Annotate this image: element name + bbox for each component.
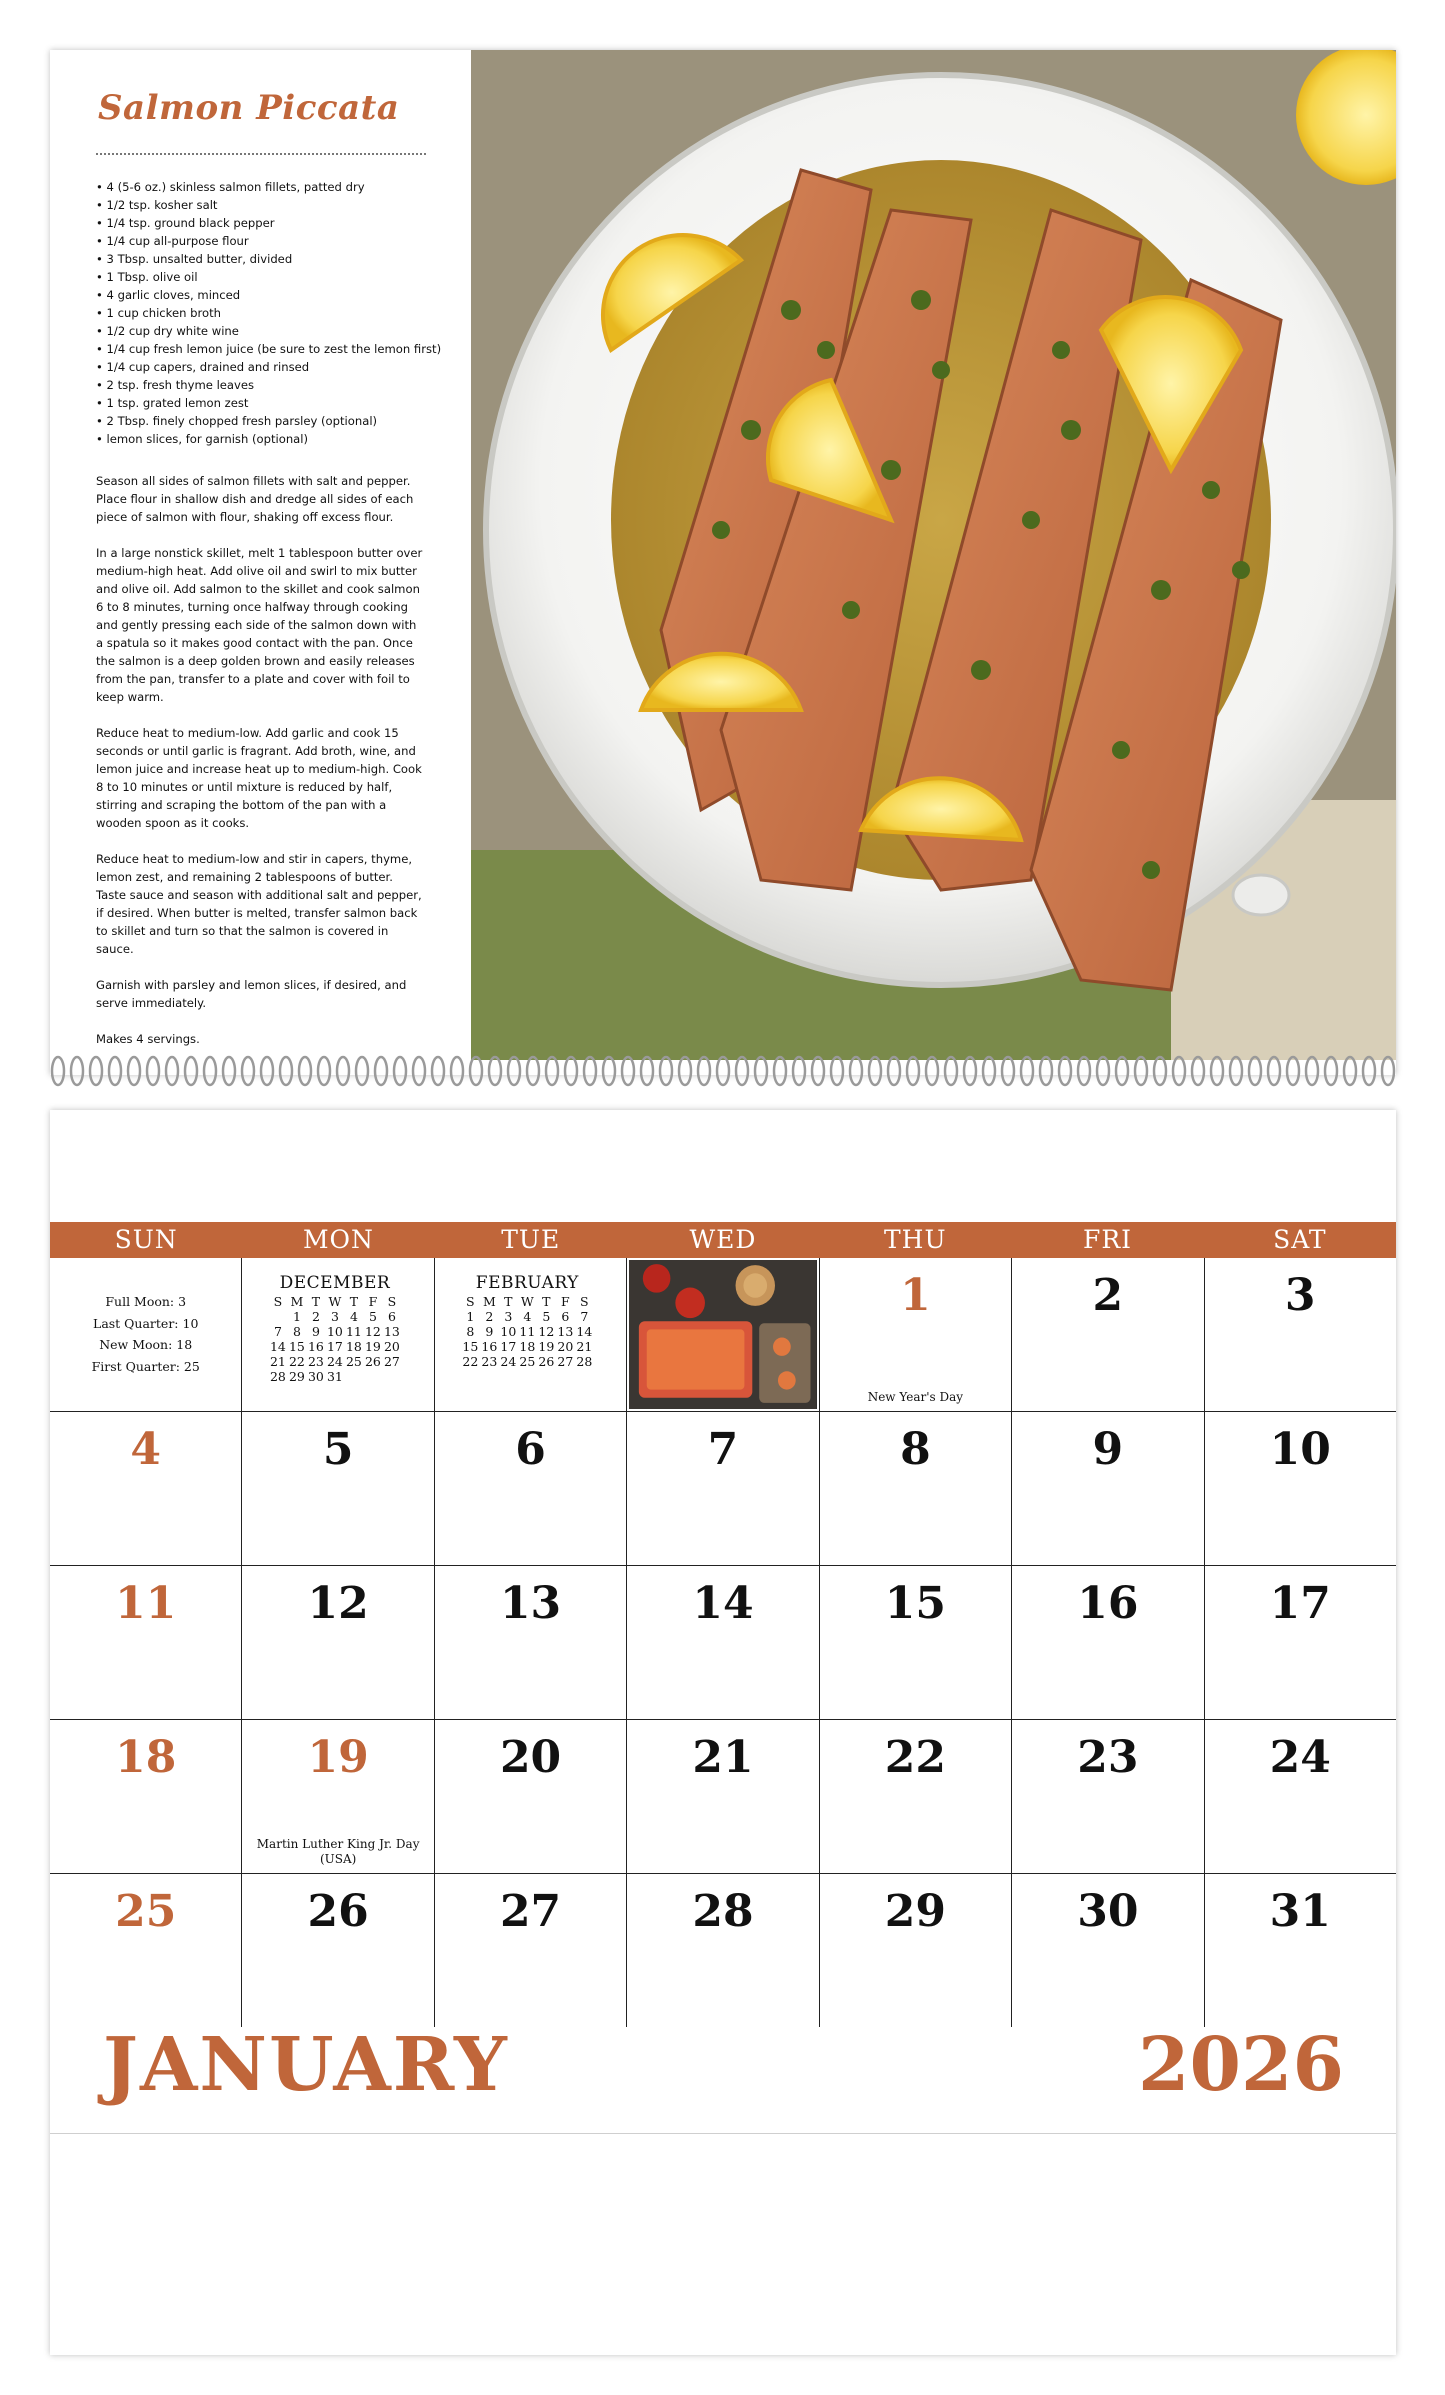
calendar-day-cell bbox=[820, 1720, 1012, 1873]
coil-loop bbox=[1097, 1057, 1109, 1085]
day-number: 23 bbox=[1077, 1732, 1139, 1783]
ingredient-item: • lemon slices, for garnish (optional) bbox=[96, 430, 456, 448]
calendar-day-cell bbox=[1012, 1566, 1204, 1719]
direction-paragraph: In a large nonstick skillet, melt 1 tablespoon butter over medium-high heat. Add olive oil and swirl to mix butter and olive oil. Add salmon to the skillet and cook salmon 6 to 8 minutes, turning once halfway through cooking and gently pressing each side of the salmon down with a spatula so it makes good contact with the pan. Once the salmon is a deep golden brown and easily releases from the pan, transfer to a plate and cover with foil to keep warm. bbox=[96, 546, 423, 704]
mini-day: 24 bbox=[326, 1354, 343, 1369]
coil-loop bbox=[394, 1057, 406, 1085]
coil-loop bbox=[451, 1057, 463, 1085]
day-number: 4 bbox=[130, 1424, 162, 1475]
coil-loop bbox=[299, 1057, 311, 1085]
coil-loop bbox=[185, 1057, 197, 1085]
direction-paragraph: Garnish with parsley and lemon slices, if desired, and serve immediately. bbox=[96, 978, 407, 1010]
mini-weekday: S bbox=[466, 1294, 475, 1309]
ingredient-item: • 1 tsp. grated lemon zest bbox=[96, 394, 456, 412]
day-number: 14 bbox=[692, 1578, 754, 1629]
coil-loop bbox=[717, 1057, 729, 1085]
day-number: 31 bbox=[1269, 1886, 1331, 1937]
mini-day: 22 bbox=[288, 1354, 305, 1369]
coil-loop bbox=[736, 1057, 748, 1085]
coil-loop bbox=[622, 1057, 634, 1085]
coil-loop bbox=[261, 1057, 273, 1085]
calendar-day-cell bbox=[1205, 1258, 1396, 1411]
coil-loop bbox=[774, 1057, 786, 1085]
mini-day: 8 bbox=[466, 1324, 475, 1339]
calendar-day-cell bbox=[242, 1874, 434, 2027]
day-number: 27 bbox=[499, 1886, 562, 1937]
mini-day: 9 bbox=[485, 1324, 494, 1339]
calendar-day-cell bbox=[435, 1566, 627, 1719]
day-number: 11 bbox=[115, 1578, 177, 1629]
coil-loop bbox=[147, 1057, 159, 1085]
calendar-day-cell bbox=[242, 1566, 434, 1719]
coil-loop bbox=[907, 1057, 919, 1085]
mini-day: 14 bbox=[576, 1324, 593, 1339]
day-number: 9 bbox=[1092, 1424, 1124, 1475]
mini-day: 2 bbox=[311, 1309, 320, 1324]
coil-loop bbox=[641, 1057, 653, 1085]
day-of-week-label: THU bbox=[883, 1225, 947, 1254]
moon-phase-line: Last Quarter: 10 bbox=[93, 1315, 199, 1331]
mini-weekday: S bbox=[273, 1294, 283, 1309]
calendar-day-cell bbox=[1012, 1412, 1204, 1565]
coil-loop bbox=[223, 1057, 235, 1085]
mini-day: 11 bbox=[519, 1324, 536, 1339]
mini-weekday: W bbox=[328, 1294, 342, 1309]
mini-day: 6 bbox=[387, 1309, 396, 1324]
mini-weekday: S bbox=[387, 1294, 397, 1309]
recipe-directions bbox=[96, 472, 426, 1066]
calendar-week-row bbox=[50, 1874, 1396, 2027]
mini-day: 1 bbox=[466, 1309, 475, 1324]
mini-day: 18 bbox=[519, 1339, 536, 1354]
coil-loop bbox=[1211, 1057, 1223, 1085]
mini-day: 15 bbox=[288, 1339, 305, 1354]
mini-day: 4 bbox=[349, 1309, 358, 1324]
mini-day bbox=[382, 1369, 401, 1384]
calendar-day-cell bbox=[627, 1874, 819, 2027]
coil-loop bbox=[52, 1057, 64, 1085]
coil-loop bbox=[1078, 1057, 1090, 1085]
mini-day: 27 bbox=[383, 1354, 400, 1369]
calendar-day-cell bbox=[1205, 1720, 1396, 1873]
calendar-day-cell bbox=[1205, 1874, 1396, 2027]
food-thumbnail-image bbox=[629, 1260, 816, 1409]
calendar-day-cell bbox=[1205, 1412, 1396, 1565]
mini-day: 12 bbox=[364, 1324, 381, 1339]
calendar-day-cell bbox=[627, 1566, 819, 1719]
mini-day: 8 bbox=[292, 1324, 301, 1339]
mini-day: 12 bbox=[538, 1324, 555, 1339]
mini-day: 6 bbox=[561, 1309, 570, 1324]
coil-loop bbox=[926, 1057, 938, 1085]
ingredient-item: • 4 (5-6 oz.) skinless salmon fillets, patted dry bbox=[96, 178, 456, 196]
mini-day: 16 bbox=[307, 1339, 324, 1354]
coil-loop bbox=[1325, 1057, 1337, 1085]
day-number: 28 bbox=[692, 1886, 754, 1937]
moon-phases bbox=[50, 1291, 241, 1377]
coil-loop bbox=[1040, 1057, 1052, 1085]
coil-loop bbox=[1173, 1057, 1185, 1085]
day-of-week-label: SAT bbox=[1273, 1225, 1327, 1254]
calendar-day-cell bbox=[50, 1720, 242, 1873]
day-number: 22 bbox=[884, 1732, 947, 1783]
mini-day bbox=[268, 1309, 287, 1324]
coil-loop bbox=[318, 1057, 330, 1085]
mini-day: 25 bbox=[519, 1354, 536, 1369]
mini-day: 5 bbox=[368, 1309, 377, 1324]
spiral-binding bbox=[50, 1055, 1396, 1091]
mini-day: 17 bbox=[500, 1339, 517, 1354]
direction-paragraph: Season all sides of salmon fillets with salt and pepper. Place flour in shallow dish and dredge all sides of each piece of salmon with flour, shaking off excess flour. bbox=[96, 474, 414, 524]
holiday-note: New Year's Day bbox=[867, 1390, 964, 1404]
calendar-day-cell bbox=[50, 1412, 242, 1565]
day-number: 2 bbox=[1092, 1270, 1124, 1321]
calendar-week-row bbox=[50, 1258, 1396, 1412]
coil-loop bbox=[1287, 1057, 1299, 1085]
coil-loop bbox=[1363, 1057, 1375, 1085]
holiday-note: Martin Luther King Jr. Day (USA) bbox=[256, 1837, 420, 1866]
previous-month-cell bbox=[242, 1258, 434, 1411]
mini-day: 28 bbox=[576, 1354, 593, 1369]
calendar-day-cell bbox=[242, 1720, 434, 1873]
ingredient-item: • 2 tsp. fresh thyme leaves bbox=[96, 376, 456, 394]
coil-loop bbox=[603, 1057, 615, 1085]
day-number: 21 bbox=[692, 1732, 754, 1783]
mini-day: 19 bbox=[364, 1339, 381, 1354]
mini-day: 5 bbox=[542, 1309, 551, 1324]
coil-loop bbox=[1154, 1057, 1166, 1085]
coil-loop bbox=[565, 1057, 577, 1085]
mini-day: 19 bbox=[538, 1339, 555, 1354]
ingredient-item: • 1/4 cup capers, drained and rinsed bbox=[96, 358, 456, 376]
mini-day: 13 bbox=[557, 1324, 574, 1339]
coil-loop bbox=[280, 1057, 292, 1085]
mini-day: 3 bbox=[504, 1309, 513, 1324]
coil-loop bbox=[660, 1057, 672, 1085]
day-of-week-label: WED bbox=[689, 1225, 757, 1254]
mini-day: 7 bbox=[580, 1309, 589, 1324]
direction-paragraph: Makes 4 servings. bbox=[96, 1032, 200, 1046]
coil-loop bbox=[679, 1057, 691, 1085]
mini-calendar-next bbox=[461, 1273, 594, 1369]
calendar-day-cell bbox=[1012, 1874, 1204, 2027]
direction-paragraph: Reduce heat to medium-low and stir in capers, thyme, lemon zest, and remaining 2 tablespoons of butter. Taste sauce and season with additional salt and pepper, if desired. When butter is melted, transfer salmon back to skillet and turn so that the salmon is covered in sauce. bbox=[96, 852, 422, 956]
calendar-day-cell bbox=[820, 1566, 1012, 1719]
day-number: 12 bbox=[307, 1578, 369, 1629]
day-number: 15 bbox=[884, 1578, 947, 1629]
direction-paragraph: Reduce heat to medium-low. Add garlic and cook 15 seconds or until garlic is fragrant. Add broth, wine, and lemon juice and increase heat up to medium-high. Cook 8 to 10 minutes or until mixture is reduced by half, stirring and scraping the bottom of the pan with a wooden spoon as it cooks. bbox=[96, 726, 422, 830]
year-number: 2026 bbox=[1138, 2022, 1344, 2108]
day-number: 6 bbox=[515, 1424, 546, 1475]
mini-weekday: W bbox=[520, 1294, 534, 1309]
mini-day: 14 bbox=[269, 1339, 286, 1354]
calendar-day-cell bbox=[627, 1412, 819, 1565]
day-number: 8 bbox=[900, 1424, 931, 1475]
calendar-day-cell bbox=[820, 1412, 1012, 1565]
recipe-divider bbox=[96, 153, 426, 155]
mini-day bbox=[344, 1369, 363, 1384]
coil-loop bbox=[90, 1057, 102, 1085]
coil-loop bbox=[1344, 1057, 1356, 1085]
calendar-week-row bbox=[50, 1412, 1396, 1566]
day-number: 24 bbox=[1269, 1732, 1331, 1783]
ingredient-item: • 2 Tbsp. finely chopped fresh parsley (optional) bbox=[96, 412, 456, 430]
mini-weekday: T bbox=[311, 1294, 321, 1309]
calendar-day-cell bbox=[820, 1874, 1012, 2027]
mini-day: 10 bbox=[326, 1324, 343, 1339]
ingredient-item: • 1 Tbsp. olive oil bbox=[96, 268, 456, 286]
ingredient-item: • 1/4 cup fresh lemon juice (be sure to zest the lemon first) bbox=[96, 340, 456, 358]
mini-calendar-previous bbox=[268, 1273, 401, 1384]
coil-loop bbox=[850, 1057, 862, 1085]
mini-day: 26 bbox=[538, 1354, 555, 1369]
day-of-week-label: TUE bbox=[501, 1225, 561, 1254]
mini-day: 28 bbox=[269, 1369, 286, 1384]
day-number: 16 bbox=[1077, 1578, 1139, 1629]
ingredient-item: • 1/4 tsp. ground black pepper bbox=[96, 214, 456, 232]
coil-loop bbox=[1306, 1057, 1318, 1085]
coil-loop bbox=[508, 1057, 520, 1085]
day-number: 30 bbox=[1077, 1886, 1139, 1937]
coil-loop bbox=[755, 1057, 767, 1085]
day-number: 1 bbox=[900, 1270, 931, 1321]
mini-day: 4 bbox=[523, 1309, 532, 1324]
day-number: 25 bbox=[115, 1886, 177, 1937]
coil-loop bbox=[1116, 1057, 1128, 1085]
coil-loop bbox=[1192, 1057, 1204, 1085]
coil-loop bbox=[584, 1057, 596, 1085]
mini-weekday: T bbox=[349, 1294, 359, 1309]
coil-loop bbox=[432, 1057, 444, 1085]
day-number: 7 bbox=[707, 1424, 739, 1475]
mini-day: 2 bbox=[485, 1309, 494, 1324]
mini-day: 23 bbox=[481, 1354, 498, 1369]
ingredient-item: • 1/2 tsp. kosher salt bbox=[96, 196, 456, 214]
mini-day: 29 bbox=[288, 1369, 305, 1384]
mini-day bbox=[363, 1369, 382, 1384]
mini-day: 13 bbox=[383, 1324, 400, 1339]
mini-day: 1 bbox=[292, 1309, 301, 1324]
fold-line bbox=[50, 2133, 1396, 2134]
mini-weekday: T bbox=[504, 1294, 513, 1309]
calendar-day-cell bbox=[820, 1258, 1012, 1411]
coil-loop bbox=[470, 1057, 482, 1085]
ingredient-item: • 1 cup chicken broth bbox=[96, 304, 456, 322]
coil-loop bbox=[337, 1057, 349, 1085]
mini-day: 7 bbox=[273, 1324, 282, 1339]
mini-day: 16 bbox=[481, 1339, 498, 1354]
day-number: 5 bbox=[322, 1424, 354, 1475]
coil-loop bbox=[831, 1057, 843, 1085]
day-number: 10 bbox=[1269, 1424, 1331, 1475]
mini-day: 22 bbox=[462, 1354, 479, 1369]
mini-day: 18 bbox=[345, 1339, 362, 1354]
moon-phases-cell bbox=[50, 1258, 242, 1411]
calendar-day-cell bbox=[1205, 1566, 1396, 1719]
coil-loop bbox=[1249, 1057, 1261, 1085]
calendar-day-cell bbox=[1012, 1258, 1204, 1411]
mini-day: 31 bbox=[326, 1369, 343, 1384]
recipe-title: Salmon Piccata bbox=[98, 88, 400, 128]
mini-calendar-title: DECEMBER bbox=[279, 1273, 391, 1293]
mini-day: 15 bbox=[462, 1339, 479, 1354]
mini-day: 10 bbox=[500, 1324, 517, 1339]
calendar-day-cell bbox=[50, 1874, 242, 2027]
coil-loop bbox=[1021, 1057, 1033, 1085]
day-number: 3 bbox=[1284, 1270, 1316, 1321]
coil-loop bbox=[1135, 1057, 1147, 1085]
moon-phase-line: First Quarter: 25 bbox=[91, 1358, 200, 1374]
day-number: 29 bbox=[884, 1886, 947, 1937]
coil-loop bbox=[375, 1057, 387, 1085]
coil-loop bbox=[1059, 1057, 1071, 1085]
coil-loop bbox=[1002, 1057, 1014, 1085]
day-of-week-label: MON bbox=[302, 1225, 374, 1254]
moon-phase-line: New Moon: 18 bbox=[99, 1337, 193, 1352]
coil-loop bbox=[964, 1057, 976, 1085]
coil-loop bbox=[983, 1057, 995, 1085]
calendar-week-row bbox=[50, 1720, 1396, 1874]
calendar-day-cell bbox=[435, 1412, 627, 1565]
coil-loop bbox=[166, 1057, 178, 1085]
day-of-week-label: FRI bbox=[1083, 1225, 1133, 1254]
ingredient-item: • 3 Tbsp. unsalted butter, divided bbox=[96, 250, 456, 268]
coil-loop bbox=[869, 1057, 881, 1085]
mini-day: 23 bbox=[307, 1354, 324, 1369]
day-number: 19 bbox=[307, 1732, 369, 1783]
food-thumbnail-cell bbox=[627, 1258, 819, 1411]
day-number: 26 bbox=[307, 1886, 369, 1937]
day-of-week-header bbox=[50, 1222, 1396, 1258]
next-month-cell bbox=[435, 1258, 627, 1411]
ingredient-item: • 4 garlic cloves, minced bbox=[96, 286, 456, 304]
ingredient-list bbox=[96, 178, 456, 448]
day-number: 17 bbox=[1269, 1578, 1331, 1629]
mini-weekday: M bbox=[482, 1294, 496, 1309]
mini-day: 20 bbox=[383, 1339, 400, 1354]
mini-weekday: F bbox=[368, 1294, 378, 1309]
mini-weekday: F bbox=[561, 1294, 570, 1309]
mini-day: 9 bbox=[311, 1324, 320, 1339]
coil-loop bbox=[109, 1057, 121, 1085]
coil-loop bbox=[546, 1057, 558, 1085]
day-number: 13 bbox=[499, 1578, 562, 1629]
calendar-weeks bbox=[50, 1258, 1396, 2027]
ingredient-item: • 1/4 cup all-purpose flour bbox=[96, 232, 456, 250]
day-of-week-label: SUN bbox=[114, 1225, 178, 1254]
coil-loop bbox=[128, 1057, 140, 1085]
coil-loop bbox=[698, 1057, 710, 1085]
calendar-day-cell bbox=[627, 1720, 819, 1873]
calendar-day-cell bbox=[435, 1720, 627, 1873]
coil-loop bbox=[945, 1057, 957, 1085]
coil-loop bbox=[812, 1057, 824, 1085]
mini-day: 25 bbox=[345, 1354, 362, 1369]
calendar-day-cell bbox=[50, 1566, 242, 1719]
ingredient-item: • 1/2 cup dry white wine bbox=[96, 322, 456, 340]
calendar-day-cell bbox=[435, 1874, 627, 2027]
moon-phase-line: Full Moon: 3 bbox=[105, 1294, 187, 1309]
coil-loop bbox=[793, 1057, 805, 1085]
mini-calendar-title: FEBRUARY bbox=[475, 1273, 579, 1293]
mini-weekday: T bbox=[542, 1294, 551, 1309]
coil-loop bbox=[242, 1057, 254, 1085]
coil-loop bbox=[356, 1057, 368, 1085]
mini-day: 27 bbox=[557, 1354, 574, 1369]
calendar-grid bbox=[50, 1222, 1396, 2027]
month-name: JANUARY bbox=[103, 2022, 509, 2108]
calendar-day-cell bbox=[242, 1412, 434, 1565]
calendar-week-row bbox=[50, 1566, 1396, 1720]
coil-loop bbox=[413, 1057, 425, 1085]
coil-loop bbox=[71, 1057, 83, 1085]
coil-loop bbox=[1382, 1057, 1394, 1085]
mini-day: 17 bbox=[326, 1339, 343, 1354]
mini-day: 24 bbox=[500, 1354, 517, 1369]
coil-loop bbox=[204, 1057, 216, 1085]
mini-day: 26 bbox=[364, 1354, 381, 1369]
mini-day: 3 bbox=[330, 1309, 339, 1324]
coil-loop bbox=[489, 1057, 501, 1085]
mini-weekday: M bbox=[290, 1294, 304, 1309]
coil-loop bbox=[1268, 1057, 1280, 1085]
coil-loop bbox=[1230, 1057, 1242, 1085]
mini-day: 30 bbox=[307, 1369, 324, 1384]
day-number: 18 bbox=[115, 1732, 177, 1783]
salmon-piccata-photo bbox=[471, 50, 1396, 1060]
mini-day: 20 bbox=[557, 1339, 574, 1354]
mini-day: 21 bbox=[269, 1354, 286, 1369]
recipe-panel bbox=[50, 50, 471, 1060]
mini-weekday: S bbox=[580, 1294, 589, 1309]
mini-day: 21 bbox=[576, 1339, 593, 1354]
coil-loop bbox=[527, 1057, 539, 1085]
day-number: 20 bbox=[499, 1732, 562, 1783]
calendar-day-cell bbox=[1012, 1720, 1204, 1873]
mini-day: 11 bbox=[345, 1324, 362, 1339]
coil-loop bbox=[888, 1057, 900, 1085]
